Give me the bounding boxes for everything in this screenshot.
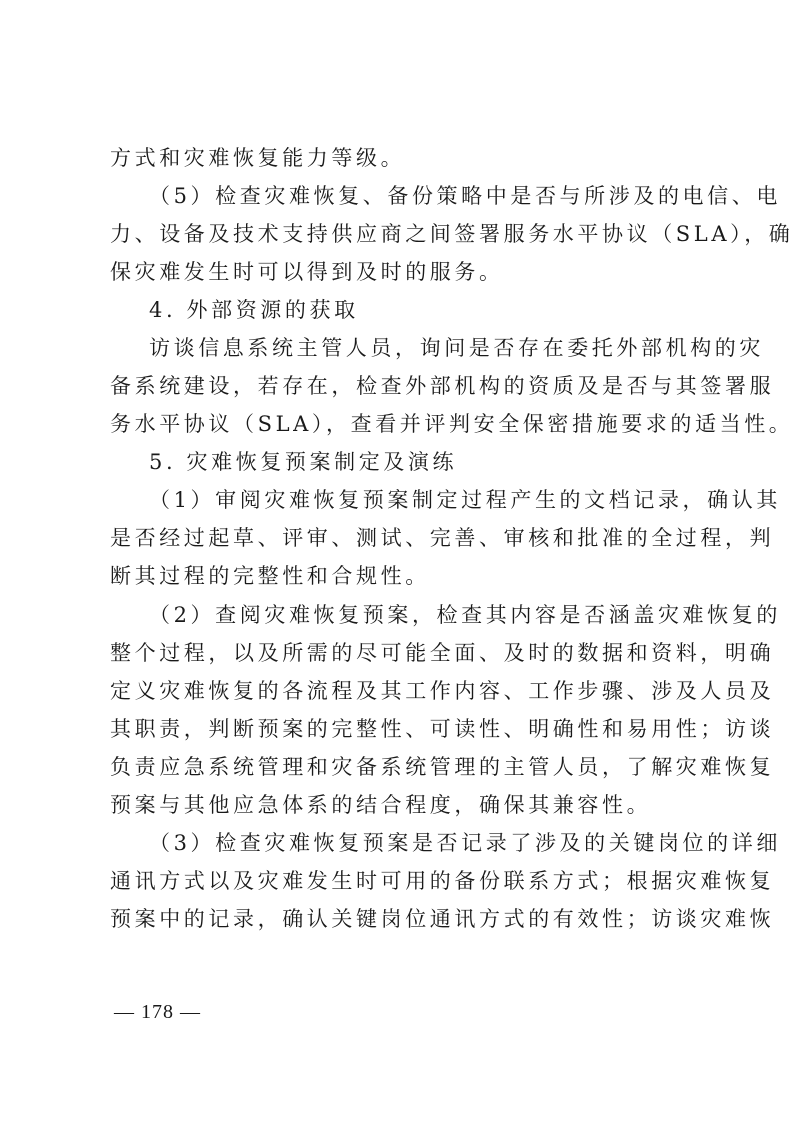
section-heading: 4. 外部资源的获取 xyxy=(149,298,359,322)
page-number: — 178 — xyxy=(114,1001,201,1023)
text-line: 整个过程，以及所需的尽可能全面、及时的数据和资料，明确 xyxy=(110,641,775,665)
text-line: （3）检查灾难恢复预案是否记录了涉及的关键岗位的详细 xyxy=(149,831,781,855)
text-line: 预案与其他应急体系的结合程度，确保其兼容性。 xyxy=(110,793,652,817)
text-line: 定义灾难恢复的各流程及其工作内容、工作步骤、涉及人员及 xyxy=(110,679,775,703)
text-line: 是否经过起草、评审、测试、完善、审核和批准的全过程，判 xyxy=(110,526,775,550)
text-line: （5）检查灾难恢复、备份策略中是否与所涉及的电信、电 xyxy=(149,184,781,208)
text-line: 负责应急系统管理和灾备系统管理的主管人员，了解灾难恢复 xyxy=(110,755,775,779)
text-line: 备系统建设，若存在，检查外部机构的资质及是否与其签署服 xyxy=(110,374,775,398)
text-line: 预案中的记录，确认关键岗位通讯方式的有效性；访谈灾难恢 xyxy=(110,907,775,931)
text-line: 访谈信息系统主管人员，询问是否存在委托外部机构的灾 xyxy=(149,336,764,360)
text-line: 其职责，判断预案的完整性、可读性、明确性和易用性；访谈 xyxy=(110,717,775,741)
text-line: 方式和灾难恢复能力等级。 xyxy=(110,146,406,170)
section-heading: 5. 灾难恢复预案制定及演练 xyxy=(149,450,458,474)
text-line: （2）查阅灾难恢复预案，检查其内容是否涵盖灾难恢复的 xyxy=(149,603,781,627)
text-line: 通讯方式以及灾难发生时可用的备份联系方式；根据灾难恢复 xyxy=(110,869,775,893)
text-line: （1）审阅灾难恢复预案制定过程产生的文档记录，确认其 xyxy=(149,488,781,512)
text-line: 保灾难发生时可以得到及时的服务。 xyxy=(110,260,504,284)
text-line: 务水平协议（SLA），查看并评判安全保密措施要求的适当性。 xyxy=(110,412,793,436)
text-line: 力、设备及技术支持供应商之间签署服务水平协议（SLA），确 xyxy=(110,222,793,246)
text-line: 断其过程的完整性和合规性。 xyxy=(110,564,430,588)
